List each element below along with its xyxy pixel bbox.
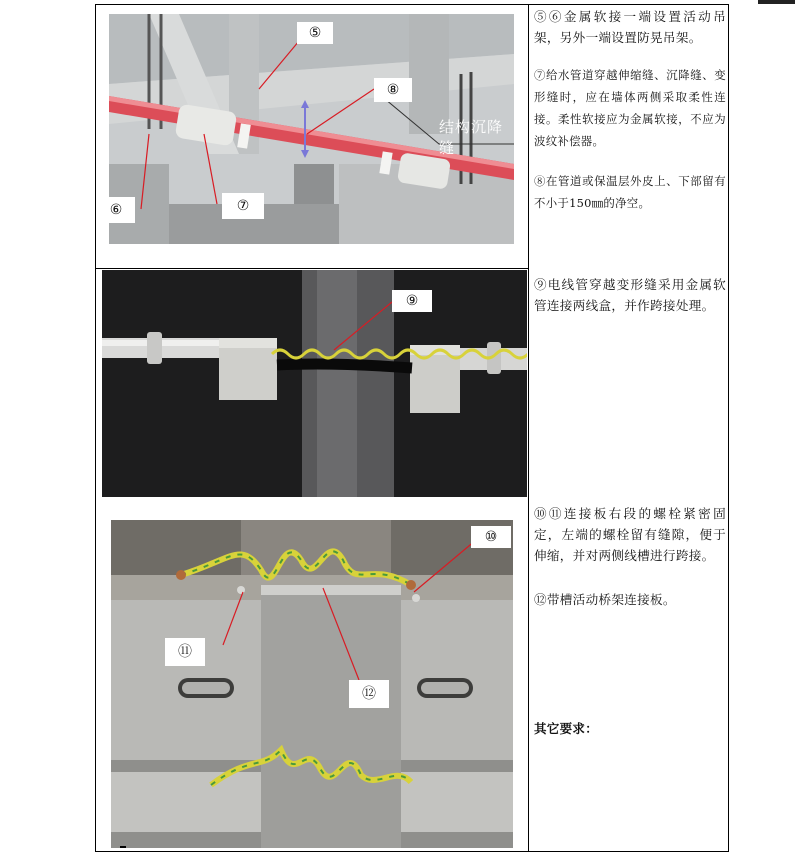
note-8: ⑧在管道或保温层外皮上、下部留有不小于150㎜的净空。 <box>534 174 726 210</box>
label-9: ⑨ <box>392 290 432 312</box>
settlement-joint-text: 结构沉降缝 <box>439 118 504 157</box>
column-divider <box>528 4 529 852</box>
photo-conduit-joint <box>102 270 527 497</box>
photo-pipe-joint <box>109 14 514 244</box>
header-fragment <box>758 0 795 4</box>
row-divider <box>95 268 529 269</box>
note-10-11: ⑩⑪连接板右段的螺栓紧密固定，左端的螺栓留有缝隙，便于伸缩，并对两侧线槽进行跨接。 <box>534 506 726 563</box>
note-9: ⑨电线管穿越变形缝采用金属软管连接两线盒，并作跨接处理。 <box>534 277 726 313</box>
label-7: ⑦ <box>222 193 264 219</box>
label-8: ⑧ <box>374 78 412 102</box>
label-12: ⑫ <box>349 680 389 708</box>
label-6: ⑥ <box>97 197 135 223</box>
label-10: ⑩ <box>471 526 511 548</box>
bottom-mark <box>120 846 126 848</box>
note-7: ⑦给水管道穿越伸缩缝、沉降缝、变形缝时，应在墙体两侧采取柔性连接。柔性软接应为金属软接，不应为波纹补偿器。 <box>534 68 726 148</box>
other-requirements-title: 其它要求： <box>534 721 599 736</box>
note-12: ⑫带槽活动桥架连接板。 <box>534 592 676 607</box>
label-11: ⑪ <box>165 638 205 666</box>
label-5: ⑤ <box>297 22 333 44</box>
photo-cable-tray-joint <box>111 520 513 848</box>
note-5-6: ⑤⑥金属软接一端设置活动吊架，另外一端设置防晃吊架。 <box>534 9 726 45</box>
